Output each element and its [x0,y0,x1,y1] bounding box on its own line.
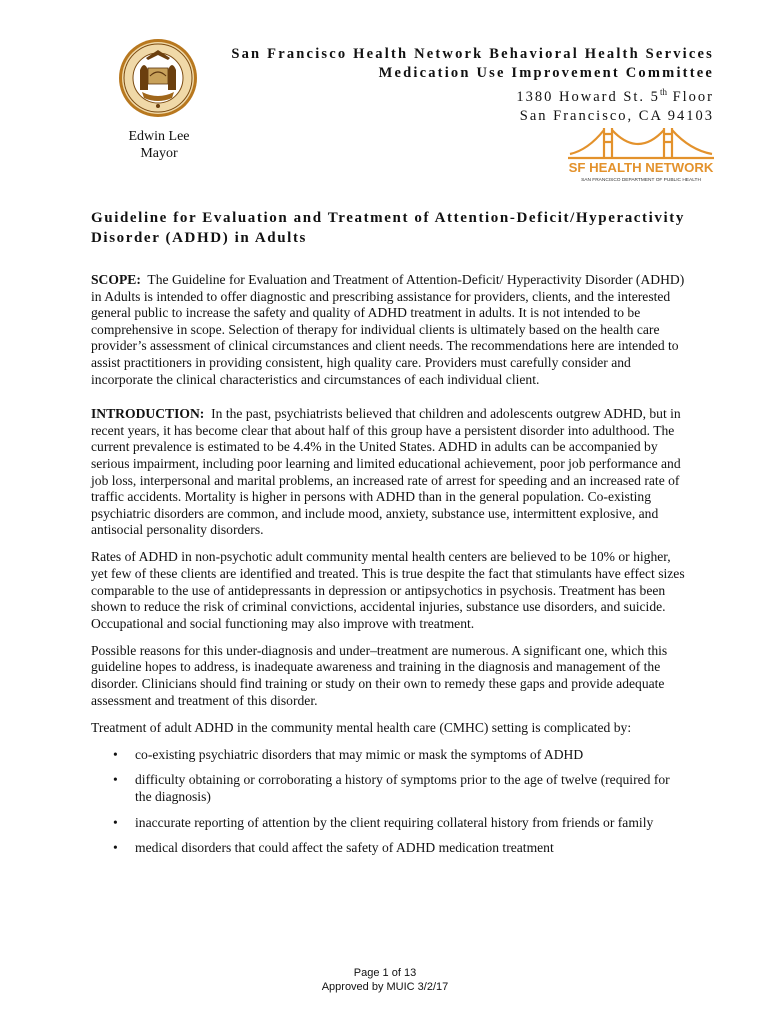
bullet-icon: • [113,840,118,856]
logo-subtext: SAN FRANCISCO DEPARTMENT OF PUBLIC HEALTH [581,178,701,183]
document-title: Guideline for Evaluation and Treatment of Attention-Deficit/Hyperactivity Disorder (ADHD) in Adults [91,210,685,246]
address-line-2: San Francisco, CA 94103 [519,107,714,124]
address-ordinal: th [659,87,667,97]
mayor-name: Edwin Lee [128,129,190,144]
mayor-block [100,128,218,162]
logo-text: SF HEALTH NETWORK [568,160,714,175]
sf-health-network-logo [566,124,716,184]
bullet-icon: • [113,772,118,788]
scope-paragraph [91,272,685,388]
list-item-text: difficulty obtaining or corroborating a history of symptoms prior to the age of twelve (required for the diagnosis) [135,772,670,805]
org-name: San Francisco Health Network Behavioral Health Services [231,46,714,62]
letterhead [231,45,714,126]
bullet-icon: • [113,814,118,830]
list-item [91,772,685,805]
address-floor: Floor [666,88,714,105]
list-item [91,815,685,832]
introduction-label: INTRODUCTION: [91,406,205,422]
scope-label: SCOPE: [91,272,141,287]
introduction-paragraph [91,406,685,539]
list-item [91,840,685,857]
bullet-icon: • [113,746,118,762]
list-item [91,747,685,764]
complications-list [91,747,685,857]
committee-name: Medication Use Improvement Committee [378,65,714,81]
page-footer [0,966,770,994]
address-line-1 [231,83,714,107]
paragraph-reasons: Possible reasons for this under-diagnosis and under–treatment are numerous. A significant one, which this guideline hopes to address, is inadequate awareness and training in the diagnosis and management of the disorder. Clinicians should find training or study on their own to remedy these gaps and provide adequate assessment and treatment of this disorder. [91,642,668,708]
address-street: 1380 Howard St. 5 [516,88,660,105]
document-body [91,272,685,866]
list-item-text: inaccurate reporting of attention by the client requiring collateral history from friends or family [135,814,654,830]
paragraph-rates: Rates of ADHD in non-psychotic adult community mental health centers are believed to be 10% or higher, yet few of these clients are identified and treated. This is true despite the fact that stimulants have effect sizes comparable to the use of antidepressants in depression or antipsychotics in psychosis. Treatment has been shown to reduce the risk of criminal convictions, accidental injuries, substance use disorders, and suicide. Occupational and social functioning may also improve with treatment. [91,549,685,631]
introduction-text: In the past, psychiatrists believed that children and adolescents outgrew ADHD, but in recent years, it has become clear that about half of this group have a persistent disorder into adulthood. The current prevalence is estimated to be 4.4% in the United States. ADHD in adults can be accompanied by serious impairment, including poor learning and limited educational achievement, poor job performance and job loss, interpersonal and marital problems, an increased rate of arrest for speeding and an increased rate of traffic accidents. Mortality is higher in persons with ADHD than in the general population. Co-existing psychiatric disorders are common, and include mood, anxiety, substance use, intermittent explosive, and antisocial personality disorders. [91,406,681,538]
city-seal-logo [118,38,198,118]
list-item-text: medical disorders that could affect the safety of ADHD medication treatment [135,840,554,856]
mayor-title: Mayor [140,146,178,161]
approval-note: Approved by MUIC 3/2/17 [321,981,449,993]
page-number: Page 1 of 13 [353,967,417,979]
list-item-text: co-existing psychiatric disorders that may mimic or mask the symptoms of ADHD [135,746,584,762]
scope-text: The Guideline for Evaluation and Treatment of Attention-Deficit/ Hyperactivity Disorder (ADHD) in Adults is intended to offer diagnostic and prescribing assistance for providers, clients, and the interested general public to increase the safety and quality of ADHD treatment in adults. It is not intended to be comprehensive in scope. Selection of therapy for individual clients is ultimately based on the health care provider’s assessment of clinical circumstances and client needs. The recommendations here are intended to assist practitioners in providing consistent, high quality care. Providers must carefully consider and incorporate the clinical characteristics and circumstances of each individual client. [91,272,685,387]
paragraph-complications: Treatment of adult ADHD in the community mental health care (CMHC) setting is complicated by: [91,719,632,735]
